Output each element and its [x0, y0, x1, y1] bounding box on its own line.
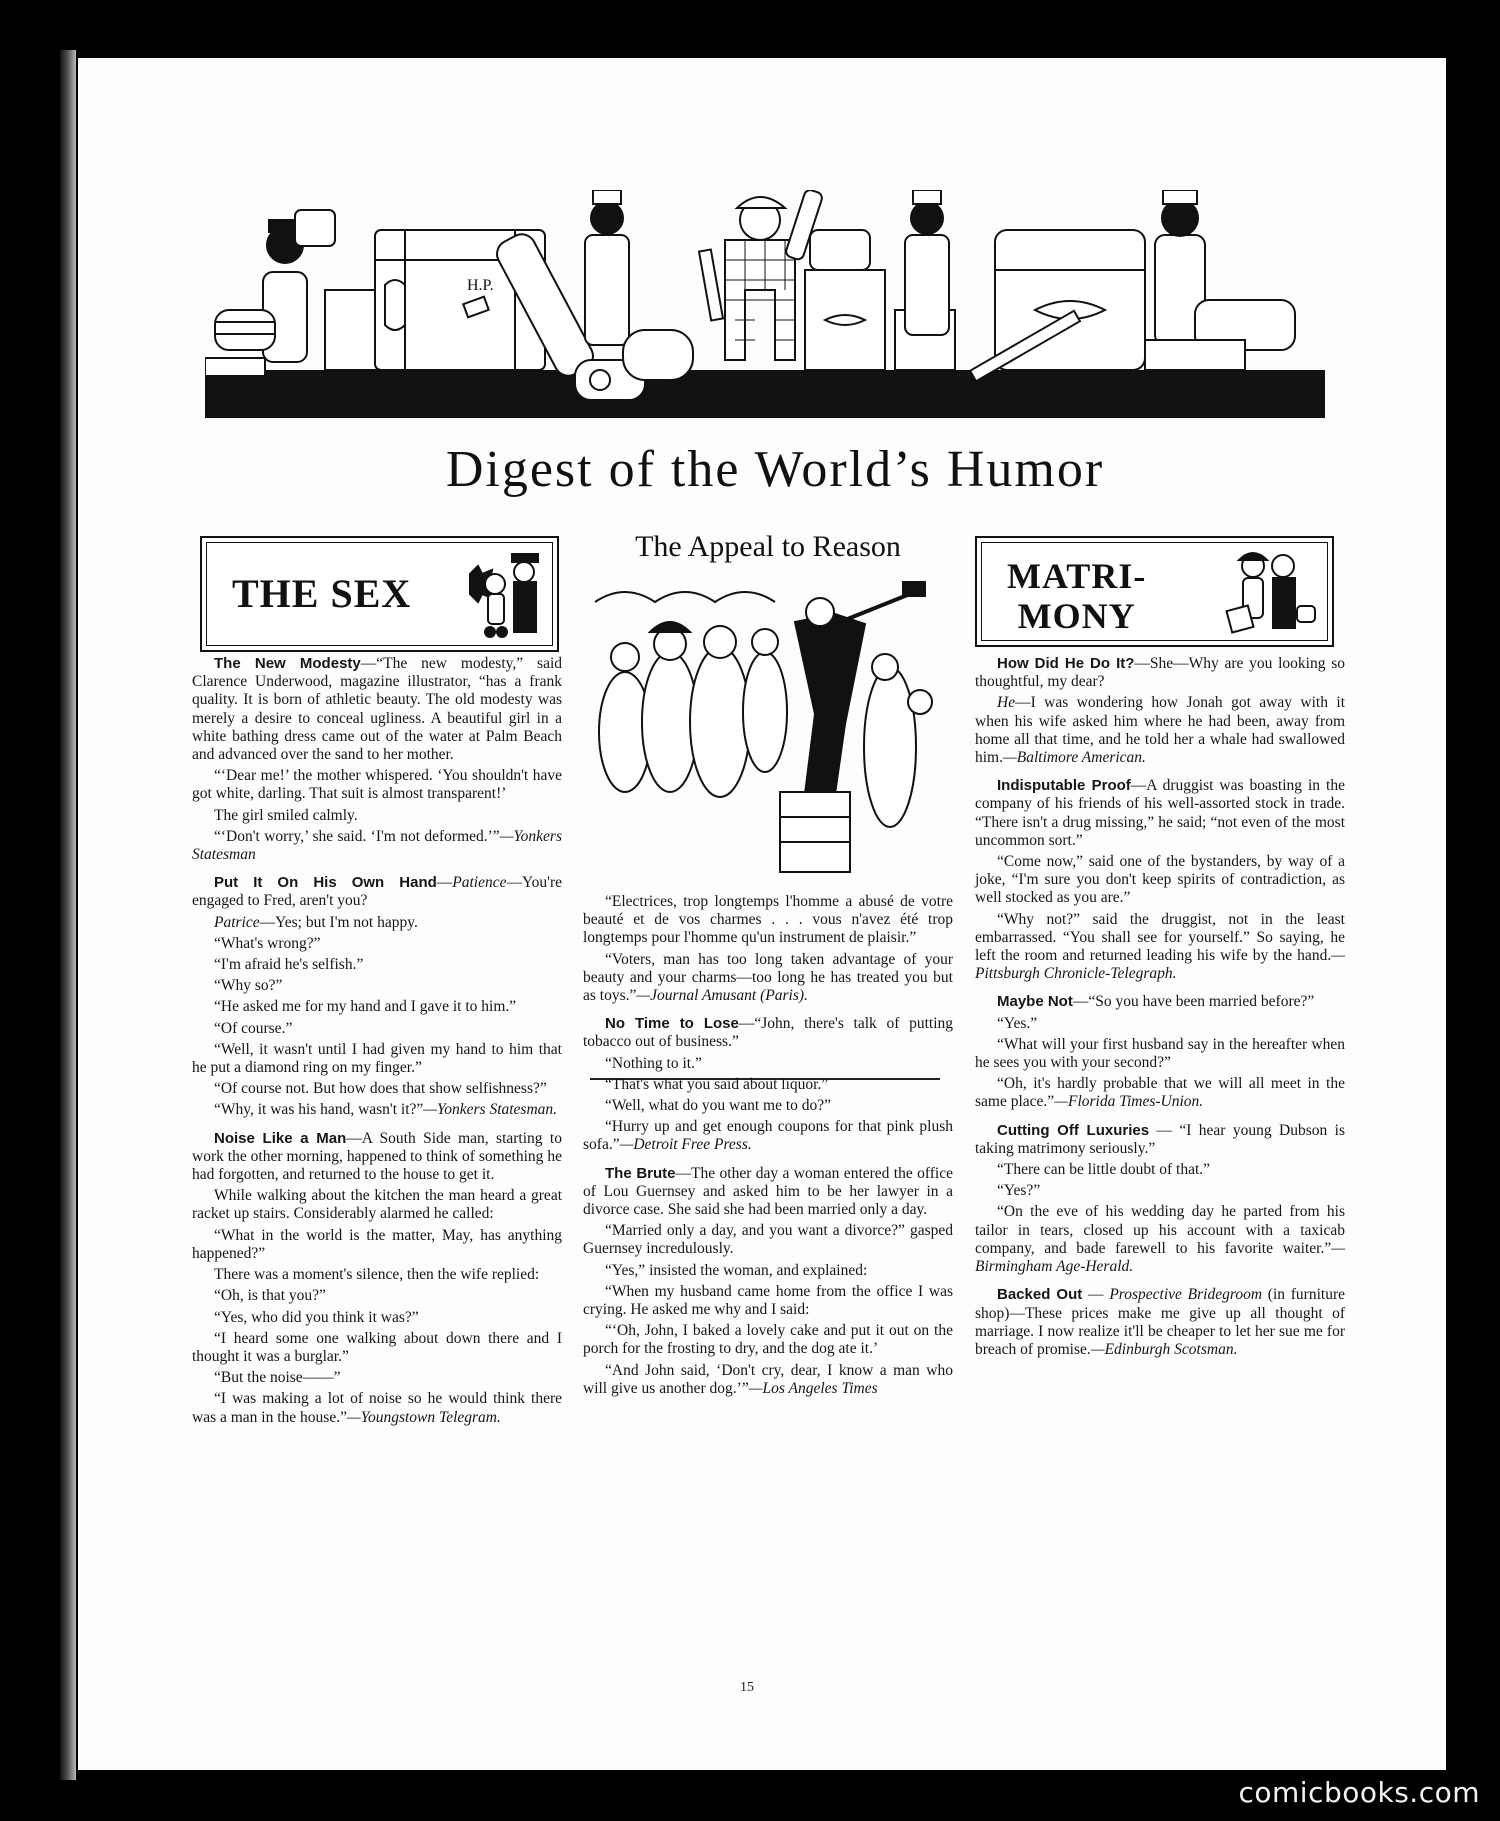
item-paragraph — [583, 1362, 953, 1398]
headline-dash: — — [1130, 777, 1147, 795]
item-text: “On the eve of his wedding day he parted from his tailor in tears, closed up his account with a taxicab company, and bade farewell to his favorite waiter.” — [975, 1203, 1345, 1257]
item-paragraph — [192, 956, 562, 974]
item-paragraph-first — [975, 993, 1345, 1011]
item-text: “Why not?” said the druggist, not in the least embarrassed. “You shall see for yourself.” So saying, he left the room and returned leading his wife by the hand. — [975, 910, 1345, 965]
item-text: “John, there's talk of putting tobacco out of business.” — [583, 1015, 953, 1051]
married-couple-icon — [1225, 546, 1321, 636]
item-paragraph — [583, 1097, 953, 1115]
item-text: “Well, it wasn't until I had given my hand to him that he put a diamond ring on my finger.” — [192, 1040, 562, 1077]
item-text: “Well, what do you want me to do?” — [605, 1097, 832, 1115]
item-text: “And John said, ‘Don't cry, dear, I know a man who will give us another dog.’” — [583, 1361, 953, 1397]
item-headline: Noise Like a Man — [214, 1129, 347, 1147]
column-right — [975, 655, 1345, 1362]
item-text: (in furniture shop)—These prices make me give up all thought of marriage. I now realize it'll be cheaper to let her sue me for breach of promise. — [975, 1286, 1346, 1358]
item-paragraph-first — [192, 655, 562, 764]
item-paragraph-first — [975, 1286, 1345, 1359]
item-text: “I hear young Dubson is taking matrimony seriously.” — [975, 1121, 1345, 1157]
trunk-initials: H.P. — [467, 277, 494, 294]
item-paragraph-first — [583, 1015, 953, 1051]
item-text: She—Why are you looking so thoughtful, my dear? — [975, 655, 1345, 691]
item-paragraph — [192, 1287, 562, 1305]
item-paragraph-first — [192, 1130, 562, 1185]
item-paragraph — [192, 1101, 562, 1119]
item-paragraph — [583, 1055, 953, 1073]
item-text: “‘Dear me!’ the mother whispered. ‘You shouldn't have got white, darling. That suit is almost transparent!’ — [192, 767, 562, 803]
item-text: “That's what you said about liquor.” — [605, 1075, 829, 1093]
page-title: Digest of the World’s Humor — [445, 441, 1105, 498]
item-headline: No Time to Lose — [605, 1015, 739, 1033]
item-text: The other day a woman entered the office of Lou Guernsey and asked him to be her lawyer in a divorce case. She said she had been married only a day. — [583, 1164, 953, 1219]
item-paragraph-first — [192, 874, 562, 910]
item-text: “I heard some one walking about down there and I thought it was a burglar.” — [192, 1329, 562, 1365]
source-credit: —Birmingham Age-Herald. — [975, 1239, 1345, 1276]
page-spine — [60, 50, 76, 1780]
item-paragraph — [192, 935, 562, 953]
item-text: “I'm afraid he's selfish.” — [214, 956, 364, 974]
item-text: “Electrices, trop longtemps l'homme a abusé de votre beauté et de vos charmes . . . vous n'avez été trop longtemps pour l'homme qu'un instrument de plaisir.” — [583, 893, 953, 947]
item-paragraph — [192, 1227, 562, 1263]
item-text: “‘Don't worry,’ she said. ‘I'm not deformed.’” — [214, 827, 500, 845]
item-text: While walking about the kitchen the man heard a great racket up stairs. Considerably alarmed he called: — [192, 1187, 562, 1223]
speaker-name: Prospective Bridegroom — [1109, 1286, 1263, 1304]
matrimony-heading-line1: MATRI- — [1007, 556, 1147, 596]
item-headline: The Brute — [605, 1164, 676, 1182]
column-left — [192, 655, 562, 1430]
source-credit: —Detroit Free Press. — [619, 1136, 752, 1154]
item-text: “Nothing to it.” — [605, 1054, 702, 1072]
item-text: —You're engaged to Fred, aren't you? — [192, 874, 562, 910]
couple-icon — [460, 544, 552, 642]
item-paragraph — [192, 977, 562, 995]
page-number: 15 — [740, 1680, 754, 1695]
source-credit: —Edinburgh Scotsman. — [1090, 1340, 1238, 1358]
item-text: “Yes,” insisted the woman, and explained: — [605, 1261, 868, 1279]
item-paragraph — [192, 1390, 562, 1426]
source-credit: —Los Angeles Times — [748, 1379, 878, 1397]
headline-dash: — — [1072, 993, 1089, 1011]
item-paragraph-first — [975, 1122, 1345, 1158]
source-credit: —Youngstown Telegram. — [346, 1408, 501, 1426]
item-text: The girl smiled calmly. — [214, 806, 358, 824]
item-text: “Yes, who did you think it was?” — [214, 1308, 419, 1326]
item-headline: How Did He Do It? — [997, 655, 1135, 672]
item-paragraph-first — [975, 655, 1345, 691]
item-text: “What in the world is the matter, May, has anything happened?” — [192, 1226, 562, 1262]
item-paragraph — [583, 1222, 953, 1258]
speaker-name: Patience — [452, 874, 507, 892]
item-paragraph — [192, 767, 562, 803]
source-credit: —Yonkers Statesman — [192, 827, 562, 864]
item-text: A druggist was boasting in the company of his friends of his well-assorted stock in trade. “There isn't a drug missing,” he said; “not even of the most uncommon sort.” — [975, 777, 1345, 849]
item-paragraph — [583, 1283, 953, 1319]
source-credit: —Florida Times-Union. — [1054, 1093, 1204, 1111]
luggage-banner-illustration — [205, 190, 1325, 418]
item-headline: Backed Out — [997, 1286, 1083, 1304]
headline-dash: — — [436, 874, 453, 892]
item-text: “Yes.” — [997, 1014, 1038, 1032]
headline-dash: — — [1149, 1121, 1180, 1139]
item-text: “Oh, is that you?” — [214, 1287, 326, 1305]
headline-dash: — — [738, 1015, 755, 1033]
item-paragraph — [975, 1036, 1345, 1072]
appeal-to-reason-cartoon — [585, 572, 950, 882]
item-paragraph — [192, 914, 562, 932]
item-paragraph — [192, 1369, 562, 1387]
item-paragraph — [192, 828, 562, 864]
item-paragraph — [975, 1161, 1345, 1179]
item-text: “Come now,” said one of the bystanders, by way of a joke, “I'm sure you don't keep spirits of contradiction, as well stocked as you are.” — [975, 853, 1345, 907]
item-paragraph — [975, 911, 1345, 984]
item-text: “So you have been married before?” — [1088, 993, 1315, 1011]
item-paragraph — [583, 1322, 953, 1358]
item-text: “Voters, man has too long taken advantage of your beauty and your charms—too long he has treated you but as toys.” — [583, 950, 953, 1005]
item-text: “Of course not. But how does that show selfishness?” — [214, 1080, 547, 1098]
item-paragraph — [975, 1075, 1345, 1111]
item-text: “He asked me for my hand and I gave it to him.” — [214, 998, 517, 1016]
item-paragraph — [975, 1182, 1345, 1200]
item-headline: Indisputable Proof — [997, 777, 1131, 795]
speaker-name: He — [997, 694, 1016, 712]
item-text: “Why so?” — [214, 977, 283, 995]
item-paragraph — [975, 1203, 1345, 1276]
headline-dash: — — [1134, 655, 1150, 672]
item-paragraph — [192, 998, 562, 1016]
item-text: “Oh, it's hardly probable that we will all meet in the same place.” — [975, 1075, 1345, 1111]
item-paragraph — [583, 1118, 953, 1154]
item-text: “I was making a lot of noise so he would think there was a man in the house.” — [192, 1390, 562, 1426]
appeal-to-reason-heading: The Appeal to Reason — [635, 530, 901, 563]
item-paragraph — [583, 893, 953, 948]
source-credit: —Baltimore American. — [1003, 749, 1146, 767]
item-text: “What's wrong?” — [214, 934, 321, 952]
item-paragraph — [583, 1076, 953, 1094]
item-text: “The new modesty,” said Clarence Underwood, magazine illustrator, “has a frank quality. It is born of athletic beauty. The old modesty was merely a desire to conceal ugliness. A beautiful girl in a white bathing dress came out of the water at Palm Beach and advanced over the sand to her mother. — [192, 655, 563, 764]
item-paragraph — [192, 1041, 562, 1077]
item-text: “‘Oh, John, I baked a lovely cake and put it out on the porch for the frosting to dry, and the dog ate it.’ — [583, 1322, 953, 1358]
speaker-name: Patrice — [214, 913, 260, 931]
headline-dash: — — [675, 1164, 692, 1182]
item-text: —I was wondering how Jonah got away with it when his wife asked him where he had been, away from home all that time, and he told her a whale had swallowed him. — [975, 694, 1345, 767]
item-paragraph — [192, 1309, 562, 1327]
item-headline: The New Modesty — [214, 655, 361, 672]
item-paragraph — [192, 807, 562, 825]
item-paragraph — [192, 1020, 562, 1038]
source-credit: —Pittsburgh Chronicle-Telegraph. — [975, 947, 1345, 983]
item-paragraph — [583, 951, 953, 1006]
headline-dash: — — [346, 1129, 362, 1147]
item-headline: Put It On His Own Hand — [214, 874, 437, 892]
item-text: A South Side man, starting to work the other morning, happened to think of something he had forgotten, and returned to the house to get it. — [192, 1129, 562, 1184]
item-paragraph — [975, 1015, 1345, 1033]
item-text: “There can be little doubt of that.” — [997, 1161, 1211, 1179]
watermark: comicbooks.com — [1238, 1776, 1480, 1809]
item-text: “Why, it was his hand, wasn't it?” — [214, 1101, 424, 1119]
item-paragraph-first — [583, 1165, 953, 1220]
item-paragraph — [192, 1330, 562, 1366]
item-paragraph-first — [975, 777, 1345, 850]
item-paragraph — [975, 853, 1345, 908]
item-text: “What will your first husband say in the hereafter when he sees you with your second?” — [975, 1035, 1345, 1072]
source-credit: —Yonkers Statesman. — [423, 1101, 558, 1119]
item-paragraph — [975, 694, 1345, 767]
item-text: “Hurry up and get enough coupons for that pink plush sofa.” — [583, 1118, 953, 1154]
item-paragraph — [192, 1080, 562, 1098]
matrimony-heading-box — [975, 536, 1334, 647]
item-headline: Cutting Off Luxuries — [997, 1121, 1150, 1139]
item-text: “Married only a day, and you want a divorce?” gasped Guernsey incredulously. — [583, 1222, 953, 1258]
item-text: “Of course.” — [214, 1019, 293, 1037]
matrimony-heading — [1007, 556, 1146, 636]
item-text: There was a moment's silence, then the wife replied: — [214, 1266, 540, 1284]
source-credit: —Journal Amusant (Paris). — [636, 987, 808, 1005]
item-text: “But the noise——” — [214, 1369, 341, 1387]
headline-dash: — — [360, 655, 377, 672]
item-text: “When my husband came home from the office I was crying. He asked me why and I said: — [583, 1282, 953, 1319]
the-sex-heading: THE SEX — [232, 571, 412, 616]
item-text: —Yes; but I'm not happy. — [259, 913, 418, 931]
item-paragraph — [192, 1266, 562, 1284]
item-text: “Yes?” — [997, 1182, 1041, 1200]
item-paragraph — [583, 1262, 953, 1280]
column-center — [583, 893, 953, 1401]
item-headline: Maybe Not — [997, 993, 1073, 1011]
the-sex-heading-box — [200, 536, 559, 652]
item-paragraph — [192, 1187, 562, 1223]
headline-dash: — — [1082, 1286, 1110, 1304]
matrimony-heading-line2: MONY — [1017, 596, 1136, 636]
